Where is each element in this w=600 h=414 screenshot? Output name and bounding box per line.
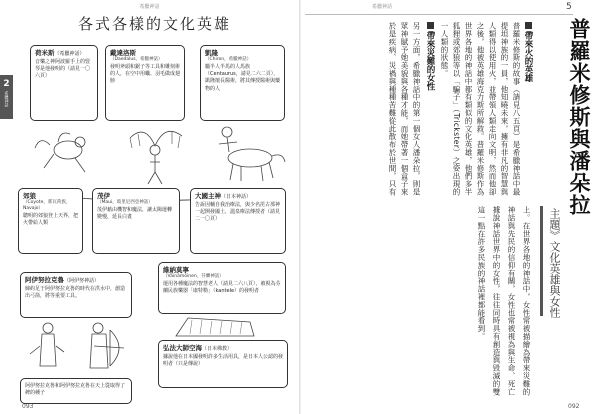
top-rule xyxy=(305,14,573,15)
hero-box-hermes xyxy=(30,45,98,121)
hero-desc: 告訴因輔自我治療法，與少名毘古那神一起開發國土，溫泉療法傳授者（請見二一〇頁） xyxy=(195,202,281,223)
hero-sub: （Väinämöinen，芬蘭神話） xyxy=(163,274,224,279)
hero-desc: 發明斧頭和鋸子等工具和雕刻術的人，在空中用蠟、羽毛做成翅膀 xyxy=(110,64,181,85)
hero-desc: 運用各種魔法的智慧老人（請見二六八頁），被視為芬蘭民族樂器「康特勒」（kantele）的發明者 xyxy=(163,281,281,295)
square-bullet-icon xyxy=(525,22,532,29)
body-column: 普羅米修斯的故事（請見八五頁）是希臘神話中最 xyxy=(512,22,521,196)
page-number-left: 093 xyxy=(22,403,34,410)
body-column: 提坦神族的一員，他知曉未來，擁有非凡的智慧與 xyxy=(500,22,509,196)
body-column: 上。在世界各地的神話中，女性常被描繪為帶來災難的 xyxy=(522,206,531,396)
hero-box-okuninushi xyxy=(190,188,286,254)
hero-desc: 聰明的郊狼登上天界，把火帶給人類 xyxy=(23,213,79,227)
hero-tag: （日本佛教） xyxy=(202,346,233,352)
body-column: 於是疾病、災禍與種種苦難從此散布於世間，只有 xyxy=(388,22,397,196)
body-column: 之後，他被英雄海克力斯所解救。普羅米修斯作為 xyxy=(476,22,485,196)
section-heading-disaster-woman: 帶來災難的女性 xyxy=(424,22,436,91)
hero-box-maui xyxy=(92,188,180,254)
hero-tag: （希臘神話） xyxy=(54,51,85,57)
hero-desc: 音樂之神阿波羅手上的豎琴是他發明的（請見一〇六頁） xyxy=(35,59,91,80)
body-column: 一人類的狀態。 xyxy=(440,22,449,78)
hero-desc: 據說他在日本國發明許多生活用具，是日本人公認的發明者（只是傳說） xyxy=(163,354,284,368)
body-column: 另一方面，希臘神話中的第一個女人潘朵拉，則是 xyxy=(412,22,421,196)
ainu-figures-illustration xyxy=(28,318,138,380)
hero-sub: （Maui，玻里尼西亞神話） xyxy=(97,200,153,205)
hero-name: 凱隆 xyxy=(205,49,218,57)
hero-box-ainu-rakkur xyxy=(20,272,132,318)
chapter-number: 5 xyxy=(566,2,572,12)
square-bullet-icon xyxy=(427,22,434,29)
chapter-title: 普羅米修斯與潘朵拉 xyxy=(567,18,591,216)
body-column: 據說神話世界中的女性，往往同時具有創造與毀滅的雙 xyxy=(492,206,501,396)
subtitle-bar xyxy=(540,206,543,316)
hero-sub: （Chiron，希臘神話） xyxy=(205,57,252,62)
hero-tag: （阿伊努神話） xyxy=(64,278,100,284)
hero-box-daedalus xyxy=(105,45,185,121)
running-head-right: 希臘神話 xyxy=(372,4,393,10)
ainu-note-text: 阿伊努拉克魯和阿伊努拉克魯在天上從取得了稗的種子 xyxy=(25,383,126,397)
hero-sub: （Coyote，那瓦荷族，Navajo） xyxy=(23,200,71,211)
left-page-title: 各式各樣的文化英雄 xyxy=(78,15,232,33)
section-heading-fire-hero: 帶來火的英雄 xyxy=(522,22,534,82)
left-page xyxy=(0,0,299,414)
chapter-subtitle: 主題》文化英雄與女性 xyxy=(548,208,561,318)
body-column: 人類得以使用火，並帶領人類走向文明，然而他卻 xyxy=(488,22,497,196)
hero-name: 大國主神 xyxy=(195,192,221,200)
hero-box-vainamoinen xyxy=(158,262,286,314)
body-column: 神話與先民的信仰有關，女性也常被視為與生命、死亡 xyxy=(507,206,516,396)
kantele-illustration xyxy=(170,312,260,342)
hero-box-coyote xyxy=(18,188,83,254)
body-column: 這一點在許多民族的神話裡都能看到。 xyxy=(477,206,486,341)
chapter-tab-label: 希臘神話 xyxy=(4,91,10,107)
hero-box-kukai xyxy=(158,340,288,388)
hermes-illustration xyxy=(30,120,105,180)
hero-sub: （Daedalus，希臘神話） xyxy=(110,57,163,62)
hero-desc: 締約足于阿伊努拉克魯的時代在洪水中，創造出弓箭，將等重要工具。 xyxy=(25,286,126,300)
hero-name: 阿伊努拉克魯 xyxy=(25,276,64,284)
hero-name: 弘法大師空海 xyxy=(163,344,202,352)
page-number-right: 092 xyxy=(568,403,580,410)
body-column: 眾神賦予她美貌與各種才能，而她帶著一個盒子來 xyxy=(400,22,409,196)
hero-name: 荷米斯 xyxy=(35,49,55,57)
hero-name: 郊狼 xyxy=(23,192,36,200)
ainu-note-box xyxy=(20,378,132,404)
hero-name: 維納莫寧 xyxy=(163,266,189,274)
body-column: 狐狸或郊狼等以「騙子」（Trickster）之姿出現的 xyxy=(452,22,461,196)
hero-desc: 屬半人半馬的人馬族（Centaurus，請見二六二頁），凱隆擅長醫術，將其傳授醫術與藥物的人 xyxy=(205,64,281,92)
hero-desc: 茂伊藉由機智和魔法，讓太陽運轉變慢，延長白晝 xyxy=(97,207,173,221)
hero-name: 茂伊 xyxy=(97,192,110,200)
chapter-side-tab xyxy=(0,75,13,119)
hero-box-chiron xyxy=(200,45,285,121)
hero-name: 戴達洛斯 xyxy=(110,49,136,57)
hero-tag: （日本神話） xyxy=(221,194,252,200)
running-head-left: 希臘神話 xyxy=(139,4,160,10)
chapter-tab-number: 2 xyxy=(3,79,10,89)
body-column: 世界各地的神話中都有類似的文化英雄，他們多半 xyxy=(464,22,473,196)
